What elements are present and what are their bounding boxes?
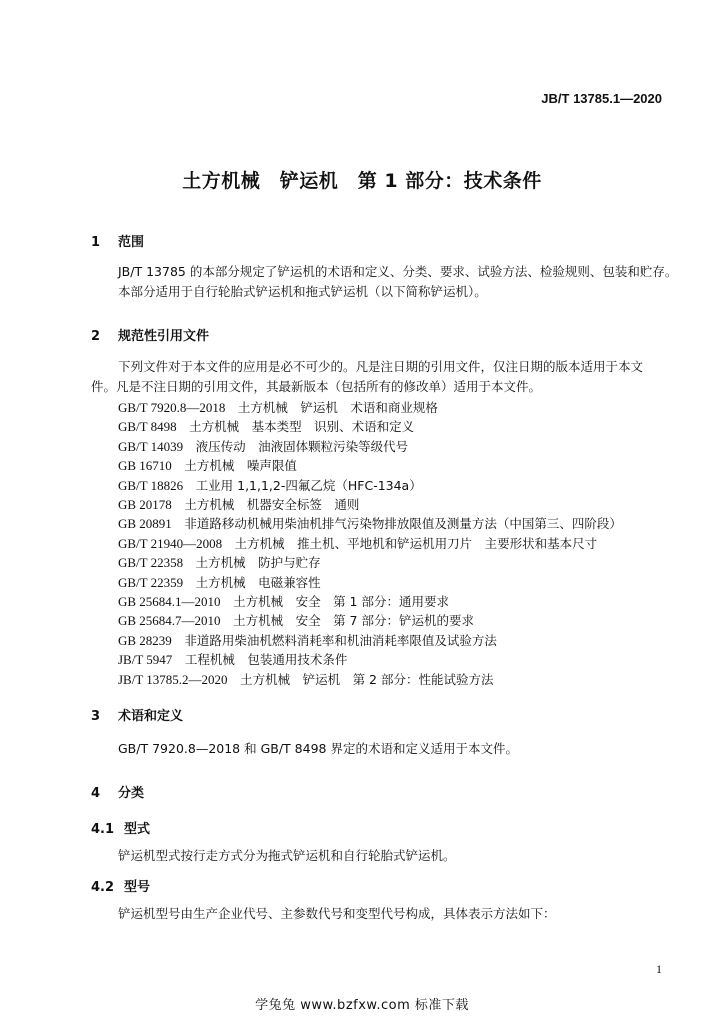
reference-title: 土方机械 推土机、平地机和铲运机用刀片 主要形状和基本尺寸 bbox=[234, 535, 598, 551]
reference-item bbox=[118, 670, 622, 689]
reference-item bbox=[118, 476, 622, 495]
reference-code: GB 16710 bbox=[118, 458, 172, 474]
reference-item bbox=[118, 398, 622, 417]
section-4-2-heading bbox=[91, 876, 150, 895]
section-1-heading bbox=[91, 231, 144, 250]
section-3-heading bbox=[91, 705, 183, 724]
section-number: 4.2 bbox=[91, 880, 115, 895]
section-title: 型式 bbox=[124, 822, 151, 837]
paragraph: 铲运机型号由生产企业代号、主参数代号和变型代号构成，具体表示方法如下： bbox=[118, 906, 556, 921]
reference-code: GB 28239 bbox=[118, 632, 172, 648]
reference-code: GB/T 7920.8—2018 bbox=[118, 400, 226, 415]
page-number: 1 bbox=[656, 962, 662, 976]
reference-title: 土方机械 安全 第 1 部分：通用要求 bbox=[233, 594, 449, 610]
reference-code: GB/T 8498 bbox=[118, 419, 177, 435]
section-title: 分类 bbox=[118, 786, 145, 801]
reference-code: GB 20891 bbox=[118, 516, 172, 532]
reference-code: GB 20178 bbox=[118, 497, 172, 513]
reference-code: GB/T 21940—2008 bbox=[118, 535, 223, 551]
reference-title: 土方机械 铲运机 术语和商业规格 bbox=[237, 400, 438, 415]
footer-watermark: 学兔兔 www.bzfxw.com 标准下载 bbox=[255, 998, 469, 1013]
section-number: 1 bbox=[91, 235, 101, 250]
reference-item bbox=[118, 611, 622, 630]
section-4-heading bbox=[91, 782, 144, 801]
reference-title: 土方机械 噪声限值 bbox=[184, 458, 297, 474]
standard-code: JB/T 13785.1—2020 bbox=[541, 91, 662, 106]
section-title: 范围 bbox=[118, 235, 145, 250]
reference-code: GB 25684.7—2010 bbox=[118, 613, 221, 629]
reference-item bbox=[118, 514, 622, 533]
paragraph: JB/T 13785 的本部分规定了铲运机的术语和定义、分类、要求、试验方法、检验规则、包装和贮存。 bbox=[118, 264, 678, 279]
reference-title: 土方机械 机器安全标签 通则 bbox=[184, 497, 360, 513]
reference-title: 土方机械 电磁兼容性 bbox=[195, 574, 321, 590]
paragraph: GB/T 7920.8—2018 和 GB/T 8498 界定的术语和定义适用于本文件。 bbox=[118, 741, 518, 756]
reference-title: 非道路用柴油机燃料消耗率和机油消耗率限值及试验方法 bbox=[184, 632, 497, 648]
reference-title: 土方机械 铲运机 第 2 部分：性能试验方法 bbox=[240, 671, 494, 687]
section-2-heading bbox=[91, 325, 209, 344]
reference-code: GB/T 22359 bbox=[118, 574, 184, 590]
reference-item bbox=[118, 534, 622, 553]
reference-code: GB/T 14039 bbox=[118, 438, 184, 454]
section-number: 4 bbox=[91, 786, 101, 801]
reference-code: JB/T 13785.2—2020 bbox=[118, 671, 228, 687]
section-4-1-heading bbox=[91, 818, 150, 837]
reference-item bbox=[118, 650, 622, 669]
reference-title: 非道路移动机械用柴油机排气污染物排放限值及测量方法（中国第三、四阶段） bbox=[184, 516, 622, 532]
paragraph: 铲运机型式按行走方式分为拖式铲运机和自行轮胎式铲运机。 bbox=[118, 848, 456, 863]
section-title: 型号 bbox=[124, 880, 151, 895]
reference-list bbox=[118, 398, 622, 689]
paragraph: 下列文件对于本文件的应用是必不可少的。凡是注日期的引用文件，仅注日期的版本适用于本文 bbox=[118, 359, 644, 374]
reference-title: 土方机械 基本类型 识别、术语和定义 bbox=[189, 419, 415, 435]
reference-title: 液压传动 油液固体颗粒污染等级代号 bbox=[195, 438, 409, 454]
reference-title: 工程机械 包装通用技术条件 bbox=[184, 652, 348, 668]
section-number: 2 bbox=[91, 329, 101, 344]
reference-code: JB/T 5947 bbox=[118, 652, 173, 668]
reference-title: 土方机械 防护与贮存 bbox=[195, 555, 321, 571]
reference-title: 工业用 1,1,1,2-四氟乙烷（HFC-134a） bbox=[195, 477, 422, 493]
reference-item bbox=[118, 456, 622, 475]
reference-item bbox=[118, 573, 622, 592]
reference-code: GB/T 22358 bbox=[118, 555, 184, 571]
reference-item bbox=[118, 553, 622, 572]
section-number: 4.1 bbox=[91, 822, 115, 837]
reference-item bbox=[118, 592, 622, 611]
reference-title: 土方机械 安全 第 7 部分：铲运机的要求 bbox=[233, 613, 474, 629]
paragraph: 本部分适用于自行轮胎式铲运机和拖式铲运机（以下简称铲运机）。 bbox=[118, 284, 487, 299]
reference-code: GB/T 18826 bbox=[118, 477, 184, 493]
reference-item bbox=[118, 495, 622, 514]
document-title: 土方机械 铲运机 第 1 部分：技术条件 bbox=[182, 170, 542, 192]
section-title: 规范性引用文件 bbox=[118, 329, 210, 344]
reference-code: GB 25684.1—2010 bbox=[118, 594, 221, 610]
reference-item bbox=[118, 631, 622, 650]
reference-item bbox=[118, 417, 622, 436]
section-title: 术语和定义 bbox=[118, 709, 184, 724]
reference-item bbox=[118, 437, 622, 456]
section-number: 3 bbox=[91, 709, 101, 724]
paragraph: 件。凡是不注日期的引用文件，其最新版本（包括所有的修改单）适用于本文件。 bbox=[91, 379, 542, 394]
